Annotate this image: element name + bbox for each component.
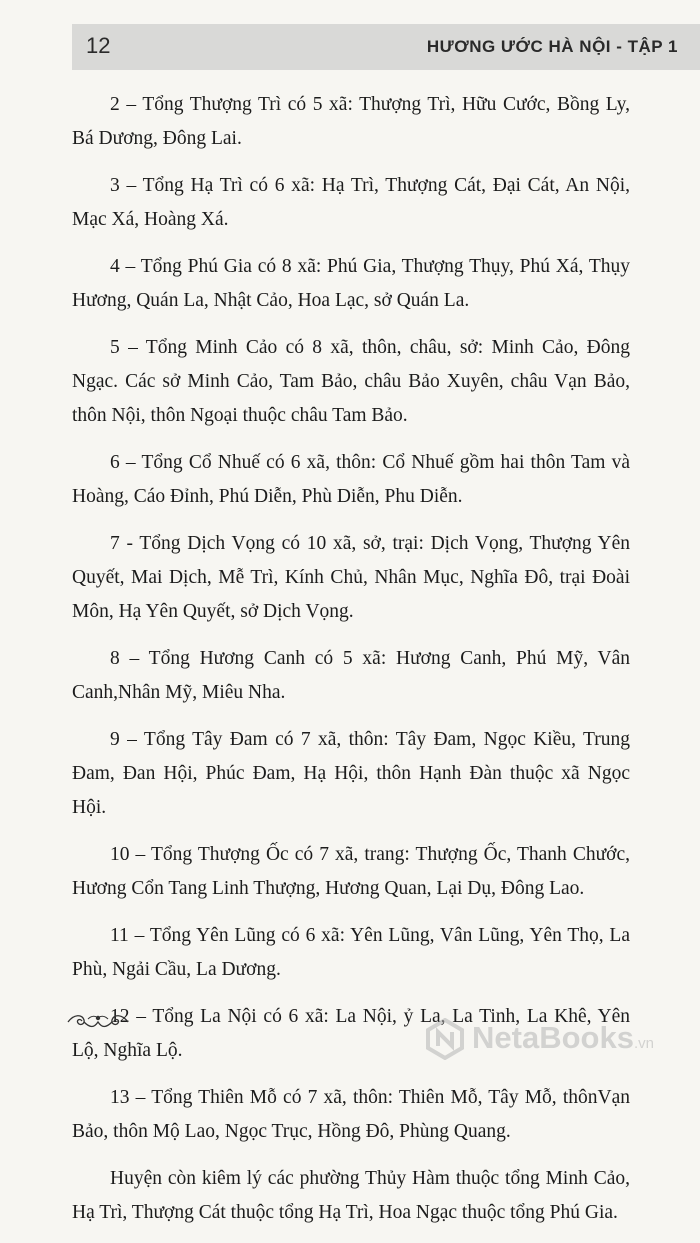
paragraph-tong-thien-mo: 13 – Tổng Thiên Mỗ có 7 xã, thôn: Thiên Mỗ, Tây Mỗ, thônVạn Bảo, thôn Mộ Lao, Ngọc Trục, Hồng Đô, Phùng Quang. <box>72 1087 630 1142</box>
running-title: HƯƠNG ƯỚC HÀ NỘI - TẬP 1 <box>426 37 678 56</box>
paragraph-tong-thuong-tri: 2 – Tổng Thượng Trì có 5 xã: Thượng Trì, Hữu Cước, Bồng Ly, Bá Dương, Đông Lai. <box>72 94 630 149</box>
paragraph-tong-minh-cao: 5 – Tổng Minh Cảo có 8 xã, thôn, châu, sở: Minh Cảo, Đông Ngạc. Các sở Minh Cảo, Tam Bảo, châu Bảo Xuyên, châu Vạn Bảo, thôn Nội, thôn Ngoại thuộc châu Tam Bảo. <box>72 337 630 426</box>
watermark-suffix: .vn <box>633 1035 654 1052</box>
paragraph-tong-thuong-oc: 10 – Tổng Thượng Ốc có 7 xã, trang: Thượng Ốc, Thanh Chước, Hương Cổn Tang Linh Thượng, Hương Quan, Lại Dụ, Đông Lao. <box>72 844 630 899</box>
watermark-text <box>472 1020 654 1056</box>
paragraph-tong-phu-gia: 4 – Tổng Phú Gia có 8 xã: Phú Gia, Thượng Thụy, Phú Xá, Thụy Hương, Quán La, Nhật Cảo, Hoa Lạc, sở Quán La. <box>72 256 630 311</box>
body-text <box>72 88 630 1243</box>
paragraph-tong-co-nhue: 6 – Tổng Cổ Nhuế có 6 xã, thôn: Cổ Nhuế gồm hai thôn Tam và Hoàng, Cáo Đỉnh, Phú Diễn, Phù Diễn, Phu Diễn. <box>72 452 630 507</box>
paragraph-huyen-kiem-ly: Huyện còn kiêm lý các phường Thủy Hàm thuộc tổng Minh Cảo, Hạ Trì, Thượng Cát thuộc tổng Hạ Trì, Hoa Ngạc thuộc tổng Phú Gia. <box>72 1168 630 1223</box>
scroll-flourish-icon <box>66 1010 130 1034</box>
paragraph-tong-tay-dam: 9 – Tổng Tây Đam có 7 xã, thôn: Tây Đam, Ngọc Kiều, Trung Đam, Đan Hội, Phúc Đam, Hạ Hội, thôn Hạnh Đàn thuộc xã Ngọc Hội. <box>72 729 630 818</box>
paragraph-tong-la-noi: 12 – Tổng La Nội có 6 xã: La Nội, ỷ La, La Tinh, La Khê, Yên Lộ, Nghĩa Lộ. <box>72 1006 630 1061</box>
paragraph-tong-dich-vong: 7 - Tổng Dịch Vọng có 10 xã, sở, trại: Dịch Vọng, Thượng Yên Quyết, Mai Dịch, Mễ Trì, Kính Chủ, Nhân Mục, Nghĩa Đô, trại Đoài Môn, Hạ Yên Quyết, sở Dịch Vọng. <box>72 533 630 622</box>
page-header <box>72 24 700 70</box>
paragraph-tong-huong-canh: 8 – Tổng Hương Canh có 5 xã: Hương Canh, Phú Mỹ, Vân Canh,Nhân Mỹ, Miêu Nha. <box>72 648 630 703</box>
page-number: 12 <box>86 33 111 58</box>
watermark <box>424 1016 694 1066</box>
paragraph-tong-yen-lung: 11 – Tổng Yên Lũng có 6 xã: Yên Lũng, Vân Lũng, Yên Thọ, La Phù, Ngải Cầu, La Dương. <box>72 925 630 980</box>
watermark-brand: NetaBooks <box>472 1020 634 1055</box>
paragraph-tong-ha-tri: 3 – Tổng Hạ Trì có 6 xã: Hạ Trì, Thượng Cát, Đại Cát, An Nội, Mạc Xá, Hoàng Xá. <box>72 175 630 230</box>
netabooks-logo-icon <box>424 1018 466 1060</box>
